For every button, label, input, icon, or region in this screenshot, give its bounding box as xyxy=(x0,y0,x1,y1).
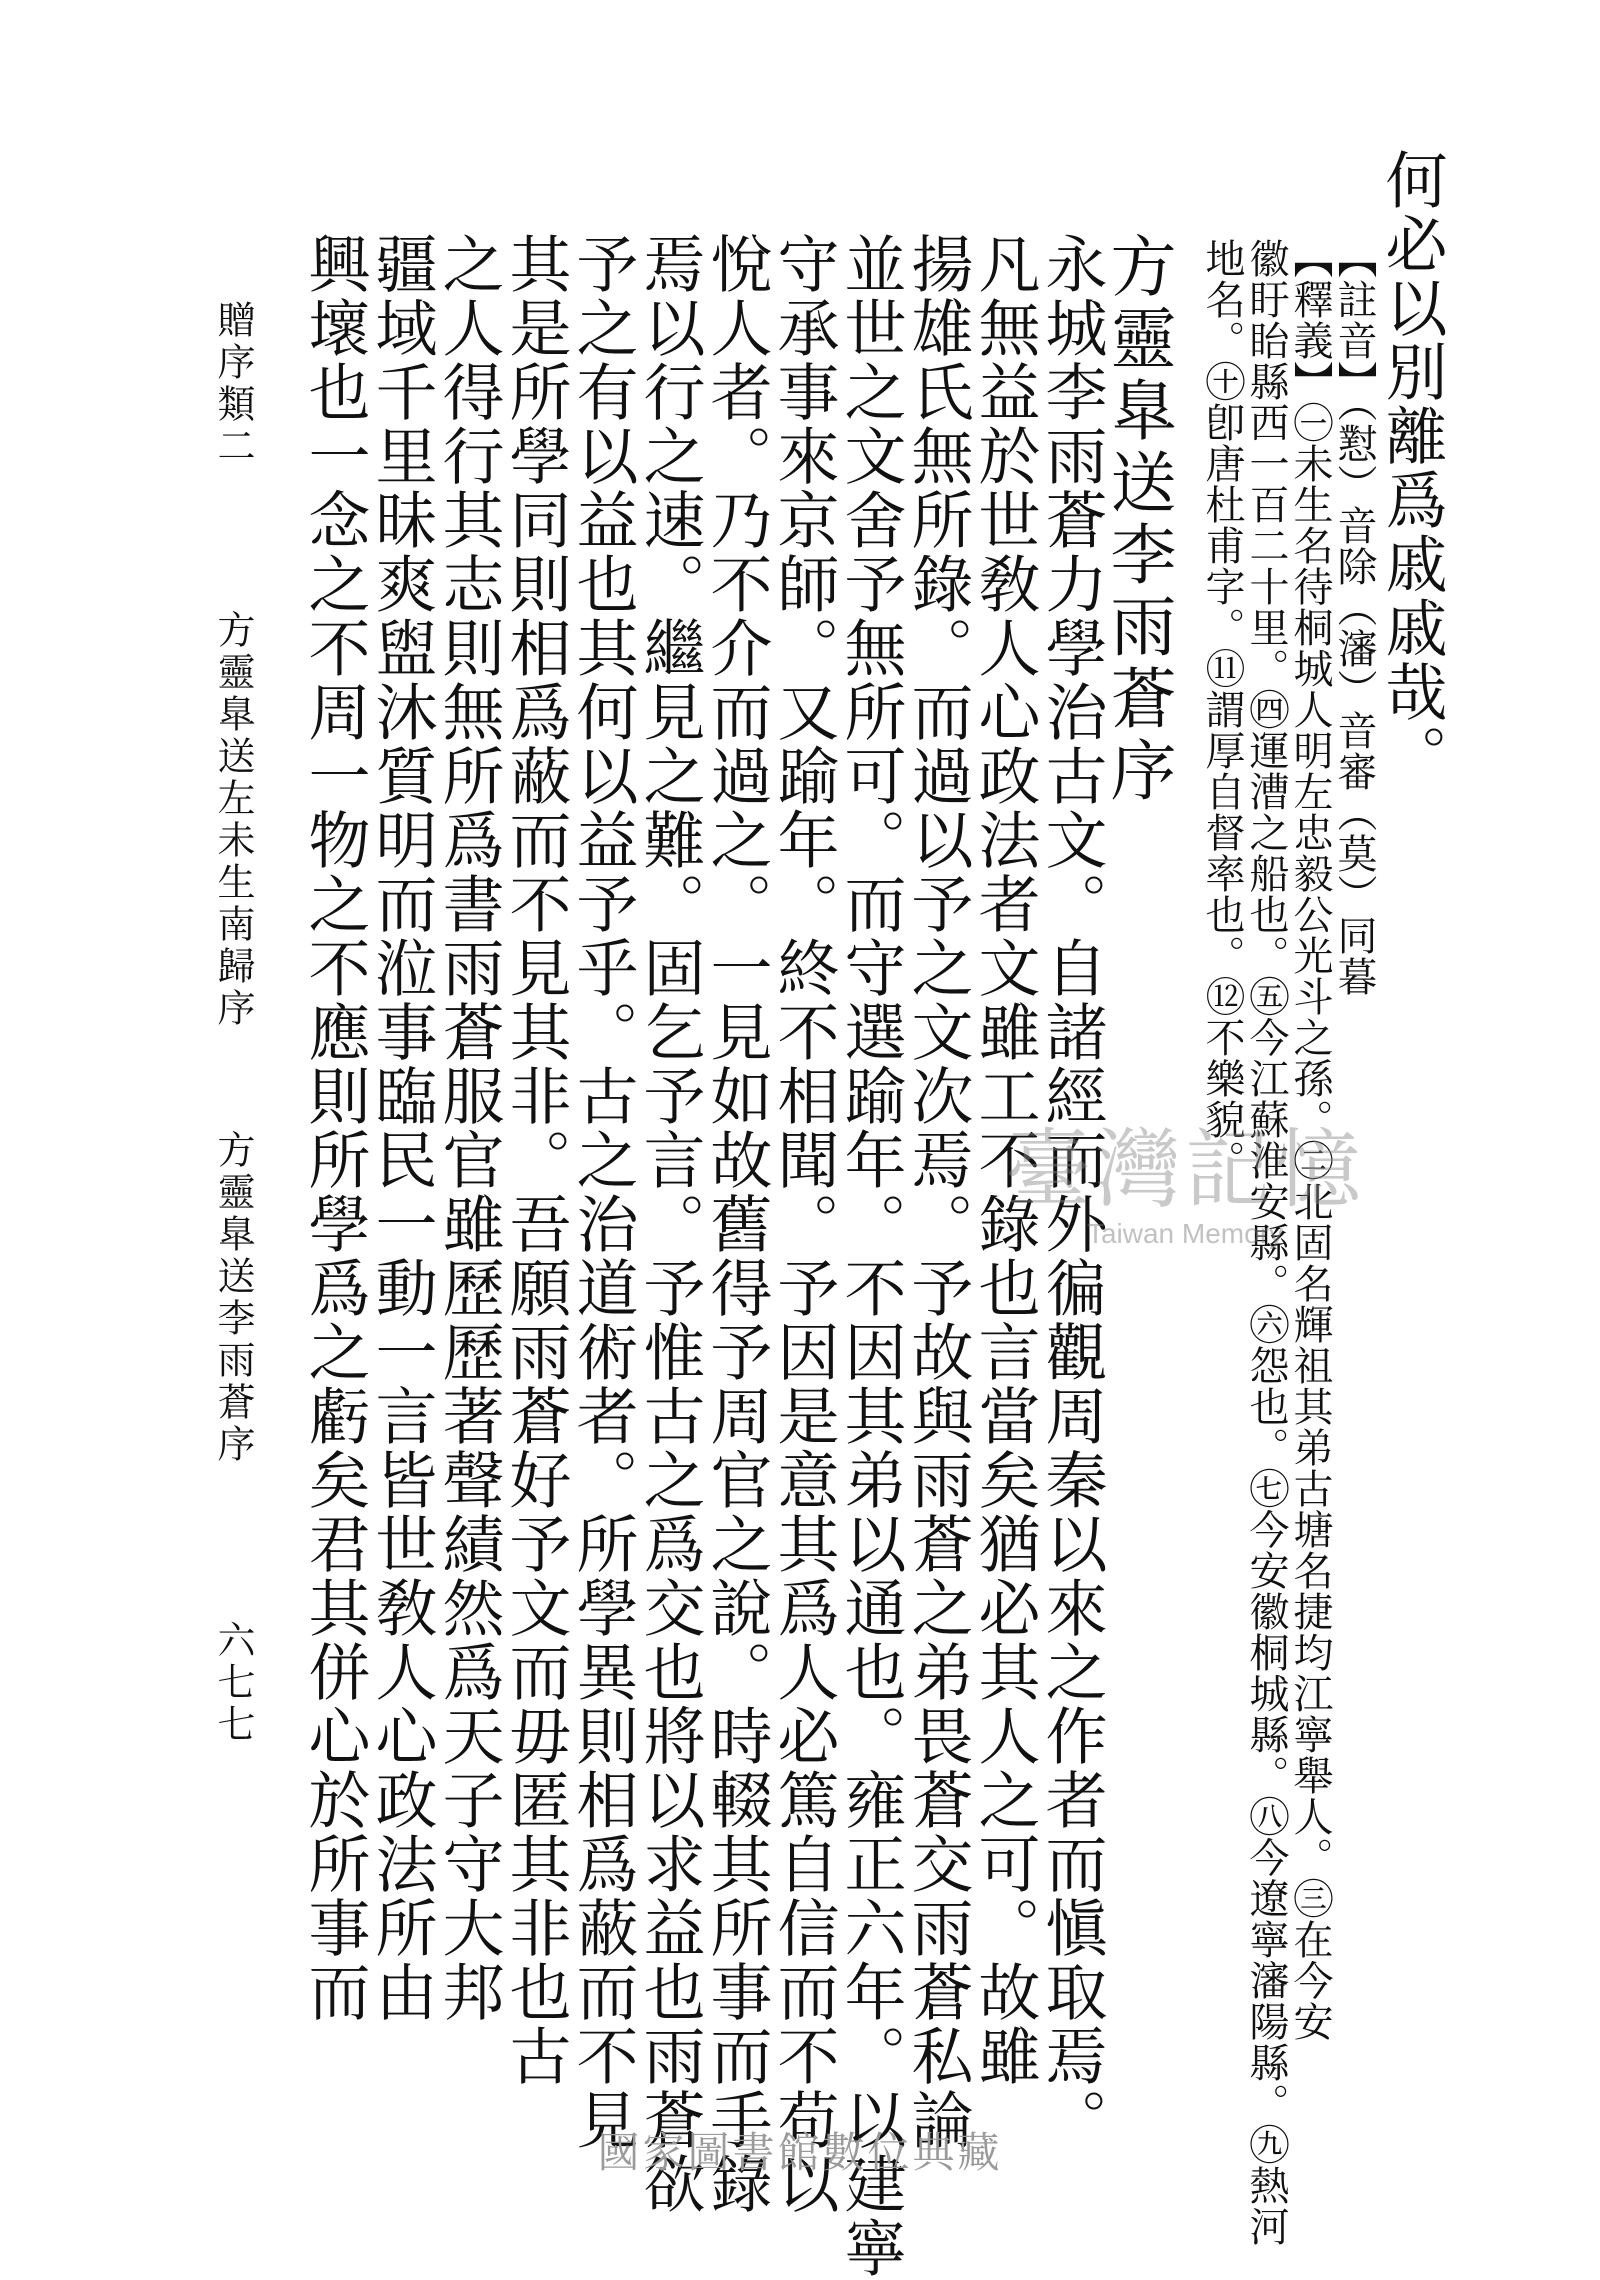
text-column-1: 何必以別離爲戚戚哉。 xyxy=(1375,148,1448,788)
text-column-5: 並世之文舍予無所可。而守選踰年。不因其弟以通也。雍正六年。以建寧 xyxy=(834,232,907,2280)
footer-running-title-2: 方靈臯送李雨蒼序 xyxy=(211,1130,255,1466)
footer-category: 贈序類二 xyxy=(211,300,255,468)
annotation-pronunciation: 【註音】（懟）音除（瀋）音審（莫）同暮 xyxy=(1331,238,1377,997)
taiwan-memory-watermark xyxy=(1005,1115,1365,1249)
text-column-10: 其是所學同則相爲蔽而不見其非。吾願雨蒼好予文而毋匿其非也古 xyxy=(499,232,572,2088)
annotation-notes-2: 徽盱眙縣西一百二十里。㊃運漕之船也。㊄今江蘇淮安縣。㊅怨也。㊆今安徽桐城縣。㊇今遼寧瀋陽縣。㊈熱河 xyxy=(1243,238,1289,2247)
watermark-logo-subtext: Taiwan Memory xyxy=(1086,1218,1284,1249)
text-column-6: 守承事來京師。又踰年。終不相聞。予因是意其爲人必篤自信而不苟以 xyxy=(767,232,840,2216)
text-column-2: 永城李雨蒼力學治古文。自諸經而外徧觀周秦以來之作者而愼取焉。 xyxy=(1035,232,1108,2152)
footer-running-title-1: 方靈臯送左未生南歸序 xyxy=(211,610,255,1030)
library-watermark: 國家圖書館數位典藏 xyxy=(597,2128,1003,2177)
text-column-13: 興壞也一念之不周一物之不應則所學爲之虧矣君其併心於所事而 xyxy=(298,232,371,2024)
text-column-11: 之人得行其志則無所爲書雨蒼服官雖歷歷著聲績然爲天子守大邦 xyxy=(432,232,505,2024)
annotation-notes-3: 地名。㊉卽唐杜甫字。⑪謂厚自督率也。⑫不樂貌。 xyxy=(1199,238,1245,1181)
text-column-12: 疆域千里昧爽盥沐質明而涖事臨民一動一言皆世敎人心政法所由 xyxy=(365,232,438,2024)
footer-page-number: 六七七 xyxy=(211,1620,255,1746)
text-column-7: 悅人者。乃不介而過之。一見如故舊得予周官之說。時輟其所事而手錄 xyxy=(700,232,773,2216)
text-column-3: 凡無益於世敎人心政法者文雖工不錄也言當矣猶必其人之可。故雖 xyxy=(968,232,1041,2088)
watermark-logo-text: 臺灣記憶 xyxy=(1005,1120,1365,1220)
section-title: 方靈臯送李雨蒼序 xyxy=(1099,232,1176,808)
annotation-notes-1: 【釋義】㊀未生名待桐城人明左忠毅公光斗之孫。㊁北固名輝祖其弟古塘名捷均江寧舉人。㊂在今安 xyxy=(1287,238,1333,2042)
text-column-4: 揚雄氏無所錄。而過以予之文次焉。予故與雨蒼之弟畏蒼交雨蒼私論 xyxy=(901,232,974,2152)
text-column-8: 焉以行之速。繼見之難。固乞予言。予惟古之爲交也將以求益也雨蒼欲 xyxy=(633,232,706,2216)
text-column-9: 予之有以益也其何以益予乎。古之治道術者。所學異則相爲蔽而不見 xyxy=(566,232,639,2152)
